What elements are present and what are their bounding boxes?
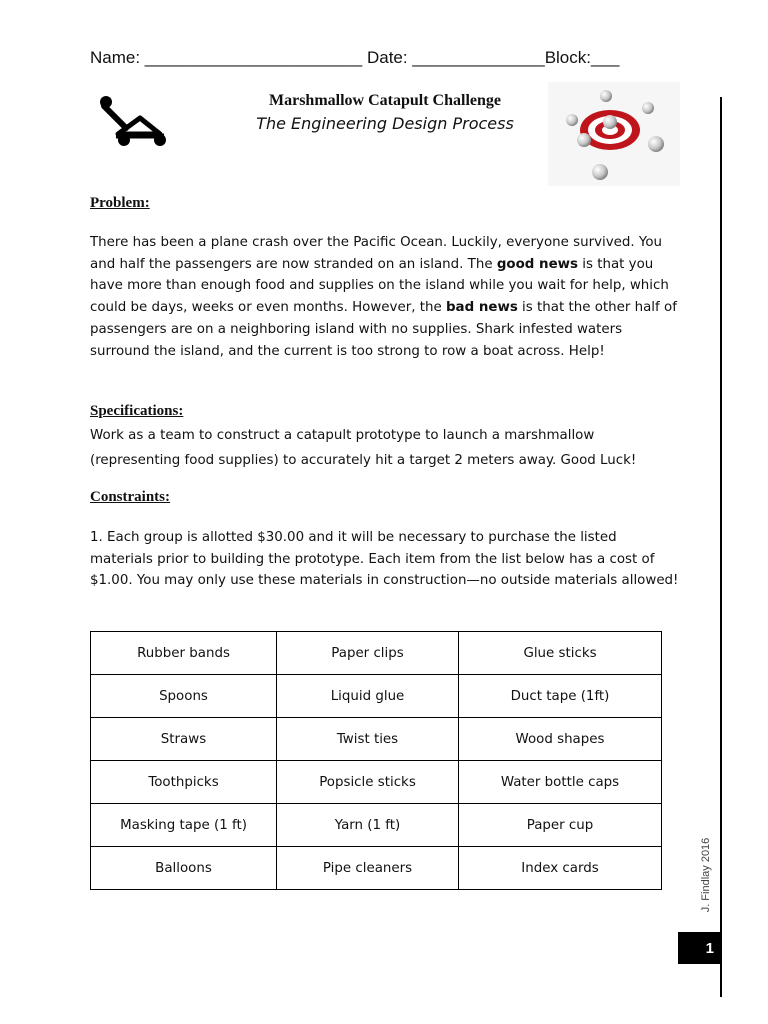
title-block	[180, 92, 590, 133]
table-cell: Balloons	[91, 847, 277, 890]
target-with-spheres-image	[548, 82, 680, 186]
table-cell: Toothpicks	[91, 761, 277, 804]
table-cell: Index cards	[459, 847, 662, 890]
table-cell: Straws	[91, 718, 277, 761]
specifications-text: Work as a team to construct a catapult prototype to launch a marshmallow (representing food supplies) to accurately hit a target 2 meters away. Good Luck!	[90, 428, 637, 468]
table-cell: Duct tape (1ft)	[459, 675, 662, 718]
problem-heading: Problem:	[90, 195, 150, 211]
good-news-emphasis: good news	[496, 256, 578, 272]
constraints-heading: Constraints:	[90, 489, 171, 505]
table-cell: Wood shapes	[459, 718, 662, 761]
table-cell: Water bottle caps	[459, 761, 662, 804]
table-cell: Popsicle sticks	[277, 761, 459, 804]
table-cell: Spoons	[91, 675, 277, 718]
author-credit: J. Findlay 2016	[700, 837, 712, 913]
table-cell: Rubber bands	[91, 632, 277, 675]
worksheet-title: Marshmallow Catapult Challenge	[269, 92, 501, 109]
bad-news-emphasis: bad news	[445, 300, 518, 316]
worksheet-subtitle: The Engineering Design Process	[256, 114, 514, 133]
specifications-heading: Specifications:	[90, 403, 184, 419]
table-cell: Glue sticks	[459, 632, 662, 675]
table-row	[91, 675, 662, 718]
table-cell: Masking tape (1 ft)	[91, 804, 277, 847]
page-number: 1	[678, 932, 722, 964]
table-cell: Paper clips	[277, 632, 459, 675]
table-cell: Paper cup	[459, 804, 662, 847]
table-cell: Pipe cleaners	[277, 847, 459, 890]
table-row	[91, 632, 662, 675]
table-cell: Yarn (1 ft)	[277, 804, 459, 847]
table-row	[91, 718, 662, 761]
name-date-block-line: Name: _______________________ Date: ______________Block:___	[90, 48, 620, 67]
table-row	[91, 847, 662, 890]
catapult-icon	[98, 94, 178, 154]
table-row	[91, 804, 662, 847]
problem-text: There has been a plane crash over the Pacific Ocean. Luckily, everyone survived. You and half the passengers are now stranded on an island. The good news is that you have more than enough food and supplies on the island while you wait for help, which could be days, weeks or even months. However, the bad news is that the other half of passengers are on a neighboring island with no supplies. Shark infested waters surround the island, and the current is too strong to row a boat across. Help!	[90, 235, 677, 359]
constraints-text: 1. Each group is allotted $30.00 and it will be necessary to purchase the listed materials prior to building the prototype. Each item from the list below has a cost of $1.00. You may only use these materials in construction—no outside materials allowed!	[90, 530, 679, 589]
materials-table	[90, 631, 662, 890]
right-margin-rule	[720, 97, 722, 997]
table-cell: Liquid glue	[277, 675, 459, 718]
table-row	[91, 761, 662, 804]
table-cell: Twist ties	[277, 718, 459, 761]
